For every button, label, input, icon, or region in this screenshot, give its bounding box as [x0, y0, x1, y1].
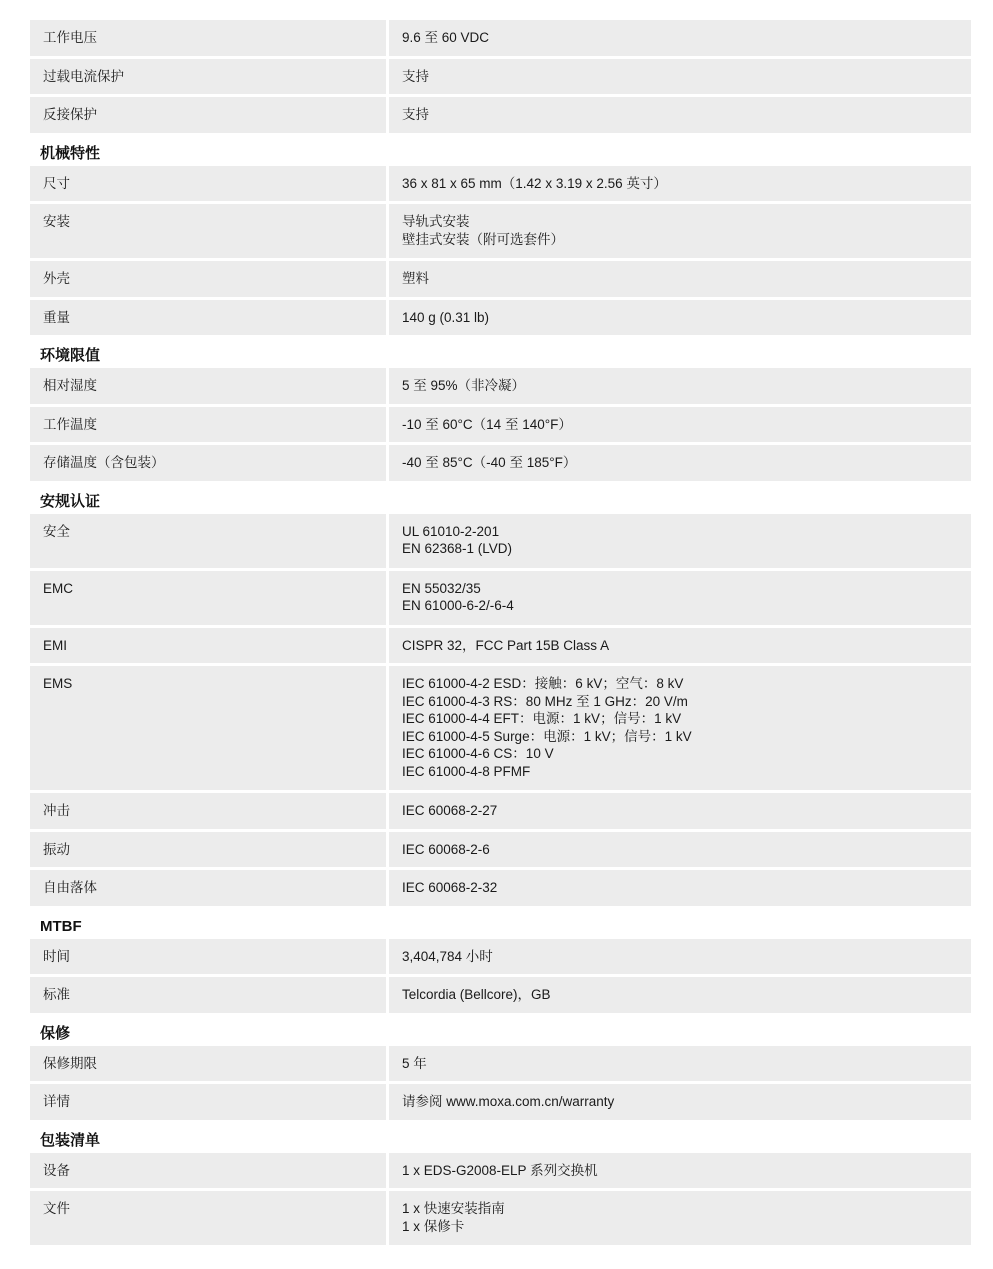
spec-value-line: CISPR 32，FCC Part 15B Class A — [402, 637, 610, 653]
spec-label: 振动 — [30, 832, 386, 868]
spec-value-line: IEC 60068-2-6 — [402, 841, 490, 857]
spec-value — [389, 832, 971, 868]
spec-row — [30, 628, 971, 664]
spec-label: 设备 — [30, 1153, 386, 1189]
spec-section — [30, 484, 971, 906]
spec-label: 保修期限 — [30, 1046, 386, 1082]
spec-label: 标准 — [30, 977, 386, 1013]
spec-label: 文件 — [30, 1191, 386, 1245]
section-title: 机械特性 — [40, 144, 101, 162]
spec-value-line: 导轨式安装 — [402, 214, 470, 229]
spec-value — [389, 1046, 971, 1082]
spec-value-line: 壁挂式安装（附可选套件） — [402, 231, 564, 247]
spec-row — [30, 368, 971, 404]
spec-row — [30, 166, 971, 202]
spec-value-line: 支持 — [402, 107, 429, 122]
spec-value — [389, 939, 971, 975]
spec-value-line: 3,404,784 小时 — [402, 948, 493, 964]
spec-row — [30, 870, 971, 906]
spec-value-line: 9.6 至 60 VDC — [402, 30, 490, 45]
spec-label: 安装 — [30, 204, 386, 258]
spec-label: 存储温度（含包装） — [30, 445, 386, 481]
spec-label: 尺寸 — [30, 166, 386, 202]
section-title: 保修 — [40, 1024, 71, 1042]
spec-section — [30, 1123, 971, 1246]
spec-value-line: IEC 61000-4-5 Surge：电源：1 kV；信号：1 kV — [402, 728, 692, 744]
spec-row — [30, 1153, 971, 1189]
spec-section — [30, 136, 971, 336]
spec-row — [30, 407, 971, 443]
spec-label: 工作温度 — [30, 407, 386, 443]
spec-label: EMS — [30, 666, 386, 790]
spec-value-line: -10 至 60°C（14 至 140°F） — [402, 416, 572, 432]
spec-value-line: 5 年 — [402, 1055, 427, 1071]
spec-row — [30, 571, 971, 625]
spec-row — [30, 939, 971, 975]
section-title: MTBF — [40, 917, 82, 935]
spec-value-line: 1 x EDS-G2008-ELP 系列交换机 — [402, 1162, 598, 1178]
spec-label: 外壳 — [30, 261, 386, 297]
spec-value-line: 支持 — [402, 68, 429, 84]
spec-value-line: IEC 61000-4-6 CS：10 V — [402, 746, 554, 761]
spec-value-line: EN 61000-6-2/-6-4 — [402, 598, 514, 613]
spec-value-line: -40 至 85°C（-40 至 185°F） — [402, 455, 577, 470]
spec-value-line: 1 x 快速安装指南 — [402, 1201, 505, 1216]
spec-value-line: Telcordia (Bellcore)，GB — [402, 987, 551, 1002]
spec-row — [30, 261, 971, 297]
spec-row — [30, 977, 971, 1013]
spec-value — [389, 1084, 971, 1120]
spec-value — [389, 793, 971, 829]
spec-label: 重量 — [30, 300, 386, 336]
spec-value — [389, 628, 971, 664]
spec-value-line: IEC 61000-4-2 ESD：接触：6 kV；空气：8 kV — [402, 676, 684, 691]
spec-row — [30, 20, 971, 56]
spec-value-line: IEC 60068-2-27 — [402, 803, 498, 818]
spec-value — [389, 514, 971, 568]
section-title: 包装清单 — [40, 1131, 101, 1149]
spec-value — [389, 261, 971, 297]
spec-value-line: UL 61010-2-201 — [402, 523, 500, 539]
spec-label: 冲击 — [30, 793, 386, 829]
spec-value-line: 5 至 95%（非冷凝） — [402, 378, 526, 393]
spec-section — [30, 1016, 971, 1120]
spec-label: EMC — [30, 571, 386, 625]
spec-value-line: EN 62368-1 (LVD) — [402, 541, 513, 556]
spec-row — [30, 666, 971, 790]
spec-table — [30, 20, 971, 1248]
section-title: 环境限值 — [40, 347, 101, 364]
spec-value — [389, 59, 971, 95]
spec-label: EMI — [30, 628, 386, 664]
spec-value-line: 塑料 — [402, 271, 429, 286]
spec-value-line: 36 x 81 x 65 mm（1.42 x 3.19 x 2.56 英寸） — [402, 175, 667, 191]
spec-row — [30, 832, 971, 868]
spec-label: 工作电压 — [30, 20, 386, 56]
spec-value-line: IEC 61000-4-4 EFT：电源：1 kV；信号：1 kV — [402, 711, 682, 726]
spec-value — [389, 407, 971, 443]
spec-section — [30, 20, 971, 133]
spec-row — [30, 59, 971, 95]
spec-value — [389, 97, 971, 133]
spec-row — [30, 514, 971, 568]
spec-value-line: IEC 60068-2-32 — [402, 880, 498, 895]
spec-row — [30, 445, 971, 481]
spec-value-line: EN 55032/35 — [402, 580, 481, 596]
spec-value — [389, 1191, 971, 1245]
spec-label: 时间 — [30, 939, 386, 975]
spec-section — [30, 909, 971, 1013]
spec-label: 详情 — [30, 1084, 386, 1120]
spec-row — [30, 793, 971, 829]
spec-value — [389, 166, 971, 202]
spec-value — [389, 666, 971, 790]
spec-value — [389, 1153, 971, 1189]
spec-value — [389, 20, 971, 56]
spec-value-line: 140 g (0.31 lb) — [402, 309, 490, 325]
spec-value — [389, 977, 971, 1013]
spec-value — [389, 368, 971, 404]
spec-value — [389, 300, 971, 336]
spec-value-line: 请参阅 www.moxa.com.cn/warranty — [402, 1094, 615, 1109]
spec-row — [30, 300, 971, 336]
spec-value-line: 1 x 保修卡 — [402, 1218, 465, 1234]
spec-row — [30, 97, 971, 133]
spec-label: 反接保护 — [30, 97, 386, 133]
spec-value — [389, 445, 971, 481]
spec-value — [389, 204, 971, 258]
spec-row — [30, 1046, 971, 1082]
spec-label: 相对湿度 — [30, 368, 386, 404]
spec-value — [389, 571, 971, 625]
spec-row — [30, 1191, 971, 1245]
spec-row — [30, 204, 971, 258]
section-title: 安规认证 — [40, 492, 101, 510]
spec-label: 过载电流保护 — [30, 59, 386, 95]
spec-label: 自由落体 — [30, 870, 386, 906]
spec-value — [389, 870, 971, 906]
spec-value-line: IEC 61000-4-3 RS：80 MHz 至 1 GHz：20 V/m — [402, 693, 688, 709]
spec-section — [30, 338, 971, 481]
spec-row — [30, 1084, 971, 1120]
spec-label: 安全 — [30, 514, 386, 568]
spec-value-line: IEC 61000-4-8 PFMF — [402, 763, 531, 779]
